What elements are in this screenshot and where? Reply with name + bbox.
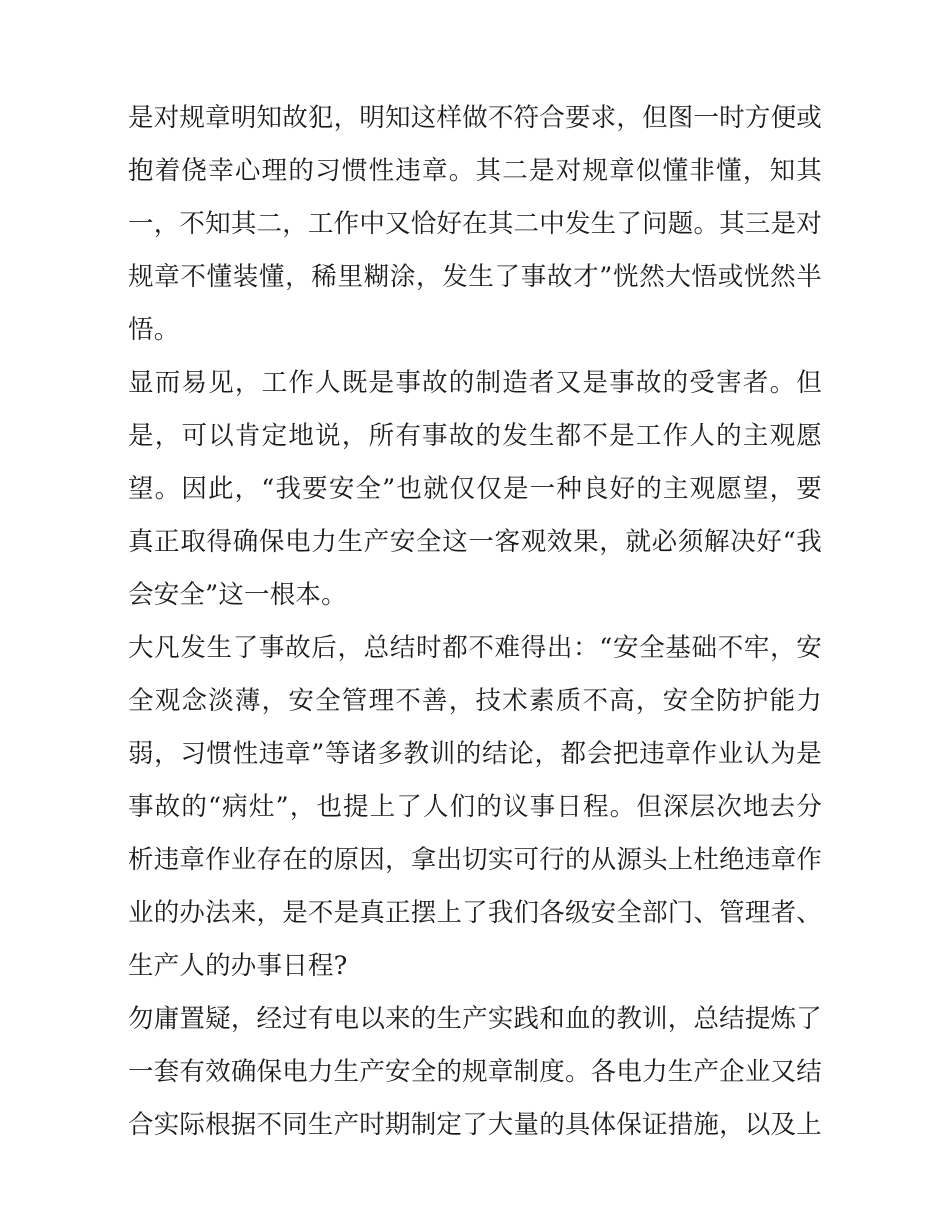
paragraph-1: 是对规章明知故犯，明知这样做不符合要求，但图一时方便或抱着侥幸心理的习惯性违章。其二是对规章似懂非懂，知其一，不知其二，工作中又恰好在其二中发生了问题。其三是对规章不懂装懂，稀里糊涂，发生了事故才”恍然大悟或恍然半悟。 [128, 103, 822, 345]
paragraph-3: 大凡发生了事故后，总结时都不难得出：“安全基础不牢，安全观念淡薄，安全管理不善，技术素质不高，安全防护能力弱，习惯性违章”等诸多教训的结论，都会把违章作业认为是事故的“病灶”，也提上了人们的议事日程。但深层次地去分析违章作业存在的原因，拿出切实可行的从源头上杜绝违章作业的办法来，是不是真正摆上了我们各级安全部门、管理者、生产人的办事日程? [128, 633, 822, 981]
document-body [128, 92, 822, 1152]
paragraph-2: 显而易见，工作人既是事故的制造者又是事故的受害者。但是，可以肯定地说，所有事故的发生都不是工作人的主观愿望。因此，“我要安全”也就仅仅是一种良好的主观愿望，要真正取得确保电力生产安全这一客观效果，就必须解决好“我会安全”这一根本。 [128, 368, 822, 610]
paragraph-4: 勿庸置疑，经过有电以来的生产实践和血的教训，总结提炼了一套有效确保电力生产安全的规章制度。各电力生产企业又结合实际根据不同生产时期制定了大量的具体保证措施，以及上 [128, 1004, 822, 1140]
